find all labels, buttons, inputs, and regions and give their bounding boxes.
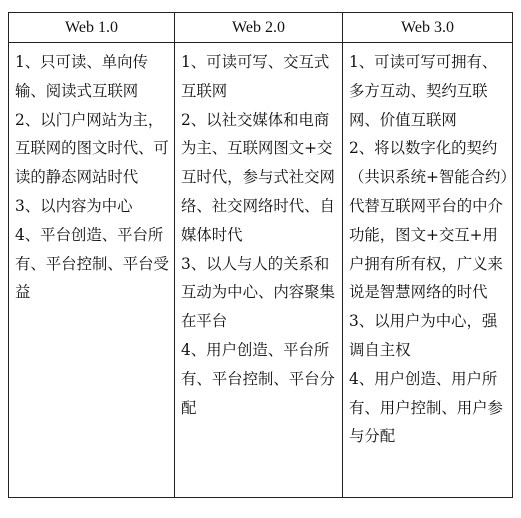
web2-item-2: 2、以社交媒体和电商为主、互联网图文+交互时代，参与式社交网络、社交网络时代、自媒体时代 [181, 110, 335, 244]
web2-item-3: 3、以人与人的关系和互动为中心、内容聚集在平台 [181, 254, 335, 331]
cell-web2 [175, 43, 343, 498]
web1-item-2: 2、以门户网站为主，互联网的图文时代、可读的静态网站时代 [15, 110, 169, 187]
web3-item-3: 3、以用户为中心，强调自主权 [349, 312, 498, 359]
header-web2: Web 2.0 [175, 13, 343, 43]
web3-item-2: 2、将以数字化的契约（共识系统+智能合约）代替互联网平台的中介功能，图文+交互+用户拥有所有权，广义来说是智慧网络的时代 [349, 139, 509, 302]
web1-item-1: 1、只可读、单向传输、阅读式互联网 [15, 53, 148, 100]
header-web1: Web 1.0 [9, 13, 175, 43]
table-row [9, 43, 513, 498]
web2-item-4: 4、用户创造、平台所有、平台控制、平台分配 [181, 340, 335, 417]
web2-item-1: 1、可读可写、交互式互联网 [181, 53, 330, 100]
header-web3: Web 3.0 [343, 13, 513, 43]
web3-item-4: 4、用户创造、用户所有、用户控制、用户参与分配 [349, 369, 503, 446]
web1-item-4: 4、平台创造、平台所有、平台控制、平台受益 [15, 225, 169, 302]
cell-web1 [9, 43, 175, 498]
web1-item-3: 3、以内容为中心 [15, 196, 133, 215]
cell-web3 [343, 43, 513, 498]
web-comparison-table [8, 12, 513, 498]
table-header-row [9, 13, 513, 43]
web3-item-1: 1、可读可写可拥有、多方互动、契约互联网、价值互联网 [349, 53, 498, 129]
